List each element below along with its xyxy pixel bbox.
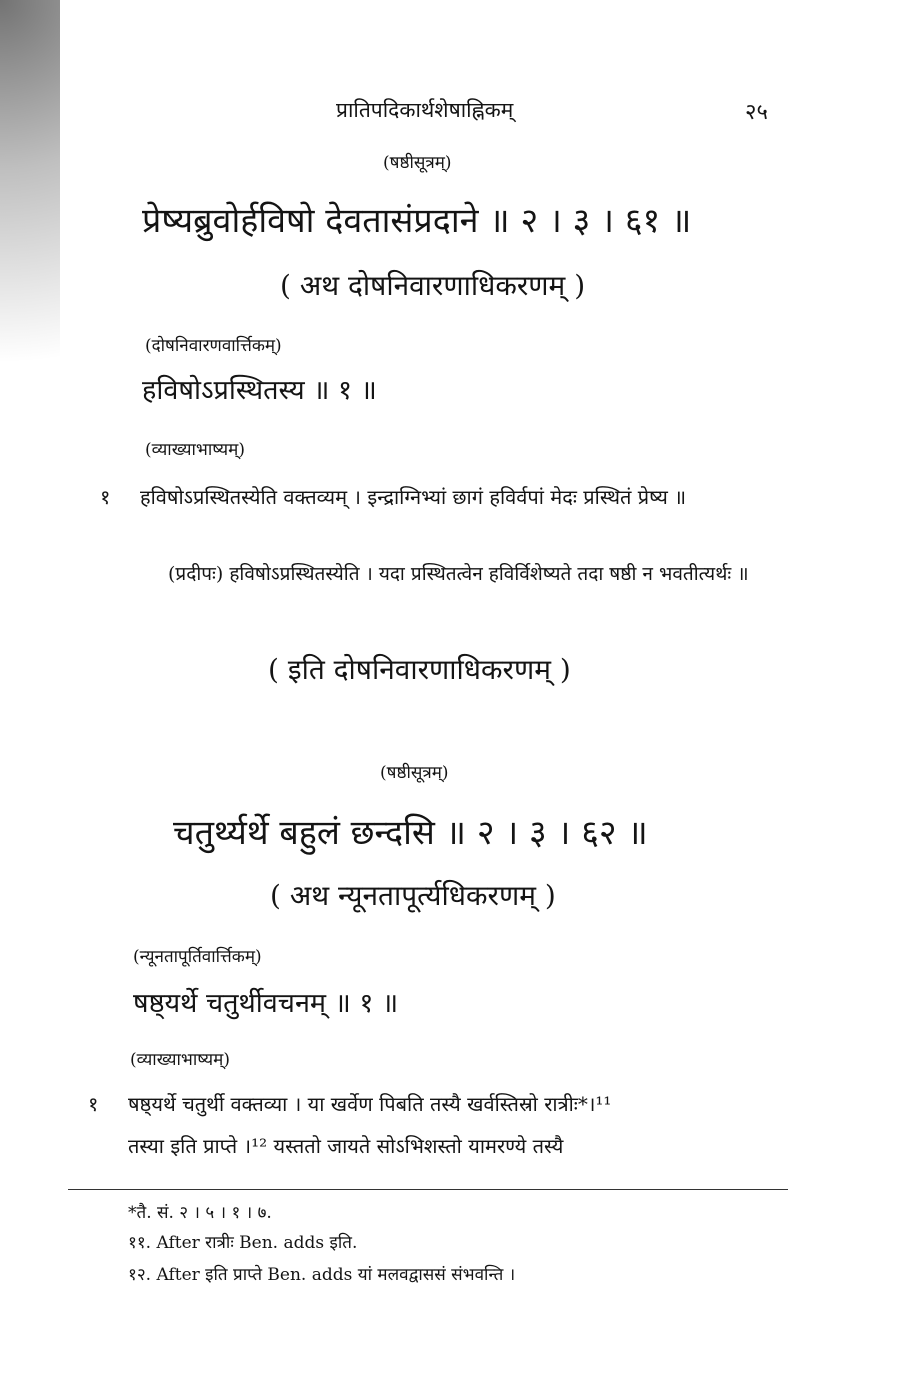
vartika-label: (दोषनिवारणवार्त्तिकम्) bbox=[145, 336, 282, 356]
bhashya-number: १ bbox=[88, 1092, 99, 1116]
footnote: ११. After रात्रीः Ben. adds इति. bbox=[128, 1233, 358, 1253]
adhikarana-end: ( इति दोषनिवारणाधिकरणम् ) bbox=[268, 653, 571, 686]
pradipa-text: (प्रदीपः) हविषोऽप्रस्थितस्येति । यदा प्रस्थितत्वेन हविर्विशेष्यते तदा षष्ठी न भवतीत्यर्थः ॥ bbox=[168, 563, 749, 585]
scan-edge-shadow bbox=[0, 0, 60, 480]
sutra-heading: प्रेष्यब्रुवोर्हविषो देवतासंप्रदाने ॥ २ । ३ । ६१ ॥ bbox=[142, 201, 692, 241]
page-number: २५ bbox=[745, 100, 768, 125]
vartika-label: (न्यूनतापूर्तिवार्त्तिकम्) bbox=[133, 947, 262, 967]
footnote: *तै. सं. २ । ५ । १ । ७. bbox=[128, 1203, 272, 1223]
adhikarana-start: ( अथ न्यूनतापूर्त्यधिकरणम् ) bbox=[270, 879, 556, 912]
sutra-heading: चतुर्थ्यर्थे बहुलं छन्दसि ॥ २ । ३ । ६२ ॥ bbox=[173, 813, 648, 853]
bhashya-number: १ bbox=[100, 485, 111, 509]
bhashya-label: (व्याख्याभाष्यम्) bbox=[145, 440, 245, 460]
footnote: १२. After इति प्राप्ते Ben. adds यां मलवद्वाससं संभवन्ति । bbox=[128, 1265, 516, 1285]
footnote-rule bbox=[68, 1189, 788, 1190]
vartika-text: षष्ठ्यर्थे चतुर्थीवचनम् ॥ १ ॥ bbox=[133, 988, 399, 1019]
adhikarana-start: ( अथ दोषनिवारणाधिकरणम् ) bbox=[280, 269, 586, 302]
vartika-text: हविषोऽप्रस्थितस्य ॥ १ ॥ bbox=[142, 375, 377, 406]
sutra-label: (षष्ठीसूत्रम्) bbox=[383, 153, 452, 173]
bhashya-text: हविषोऽप्रस्थितस्येति वक्तव्यम् । इन्द्राग्निभ्यां छागं हविर्वपां मेदः प्रस्थितं प्रेष्य ॥ bbox=[140, 485, 687, 509]
sutra-label: (षष्ठीसूत्रम्) bbox=[380, 763, 449, 783]
bhashya-label: (व्याख्याभाष्यम्) bbox=[130, 1050, 230, 1070]
bhashya-line: तस्या इति प्राप्ते ।¹² यस्ततो जायते सोऽभिशस्तो यामरण्ये तस्यै bbox=[128, 1134, 564, 1158]
bhashya-line: षष्ठ्यर्थे चतुर्थी वक्तव्या । या खर्वेण पिबति तस्यै खर्वस्तिस्रो रात्रीः*।¹¹ bbox=[128, 1092, 612, 1116]
running-title: प्रातिपदिकार्थशेषाह्निकम् bbox=[336, 98, 514, 122]
